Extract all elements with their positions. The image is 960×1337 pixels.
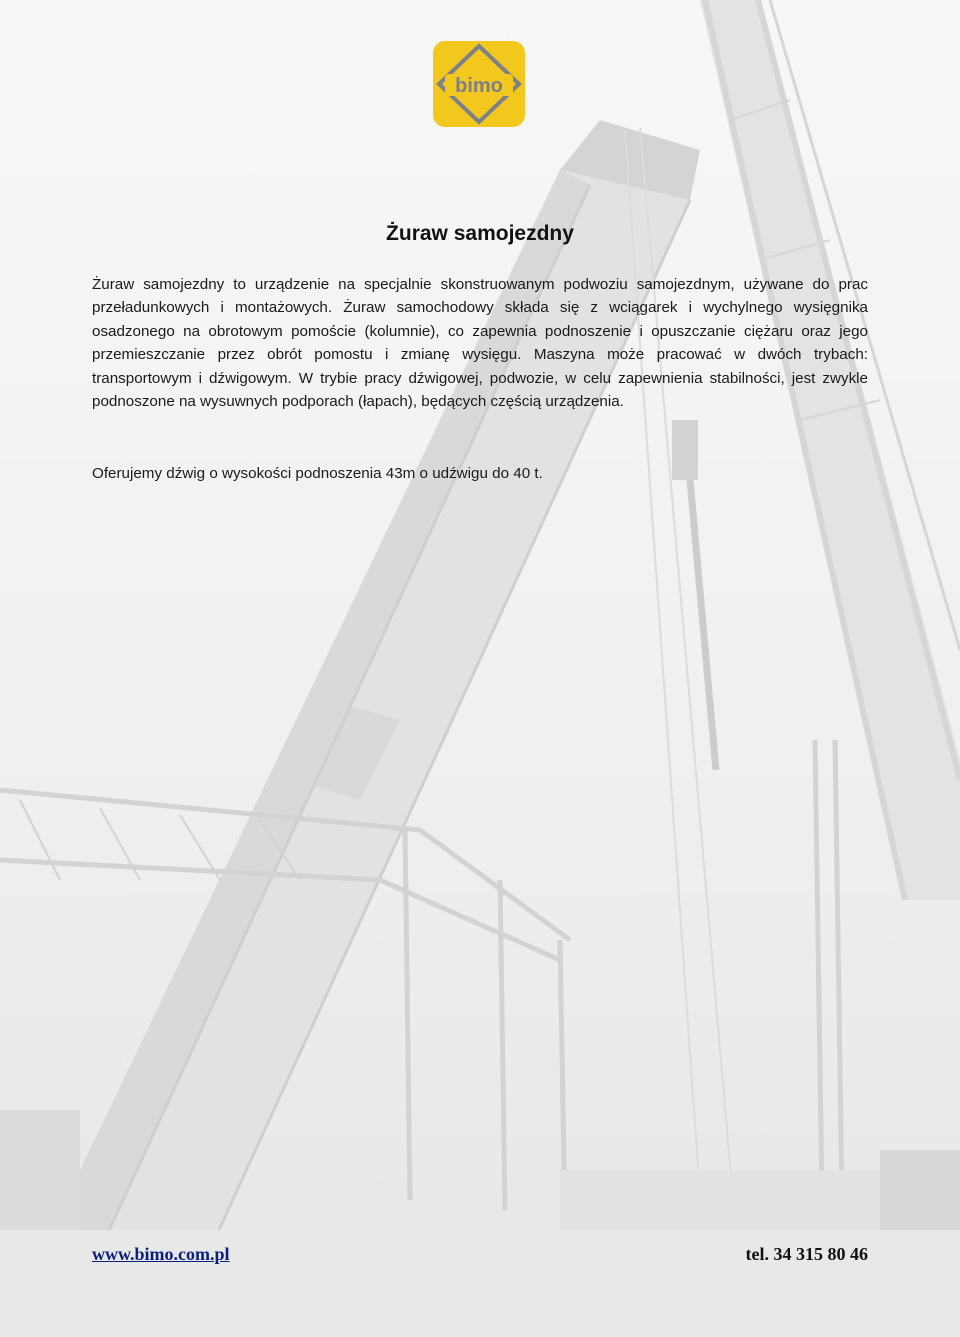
offer-paragraph: Oferujemy dźwig o wysokości podnoszenia 43m o udźwigu do 40 t. xyxy=(92,465,543,482)
website-link[interactable]: www.bimo.com.pl xyxy=(92,1244,230,1264)
page-title: Żuraw samojezdny xyxy=(386,222,574,245)
description-paragraph: Żuraw samojezdny to urządzenie na specjalnie skonstruowanym podwoziu samojezdnym, używane do prac przeładunkowych i montażowych. Żuraw samochodowy składa się z wciągarek i wychylnego wysięgnika osadzonego na obrotowym pomoście (kolumnie), co zapewnia podnoszenie i opuszczanie ciężaru oraz jego przemieszczanie przez obrót pomostu i zmianę wysięgu. Maszyna może pracować w dwóch trybach: transportowym i dźwigowym. W trybie pracy dźwigowej, podwozie, w celu zapewnienia stabilności, jest zwykle podnoszone na wysuwnych podporach (łapach), będących częścią urządzenia. xyxy=(92,276,868,411)
bimo-logo xyxy=(432,40,526,128)
phone-number: tel. 34 315 80 46 xyxy=(745,1244,868,1264)
svg-text:bimo: bimo xyxy=(455,75,503,97)
